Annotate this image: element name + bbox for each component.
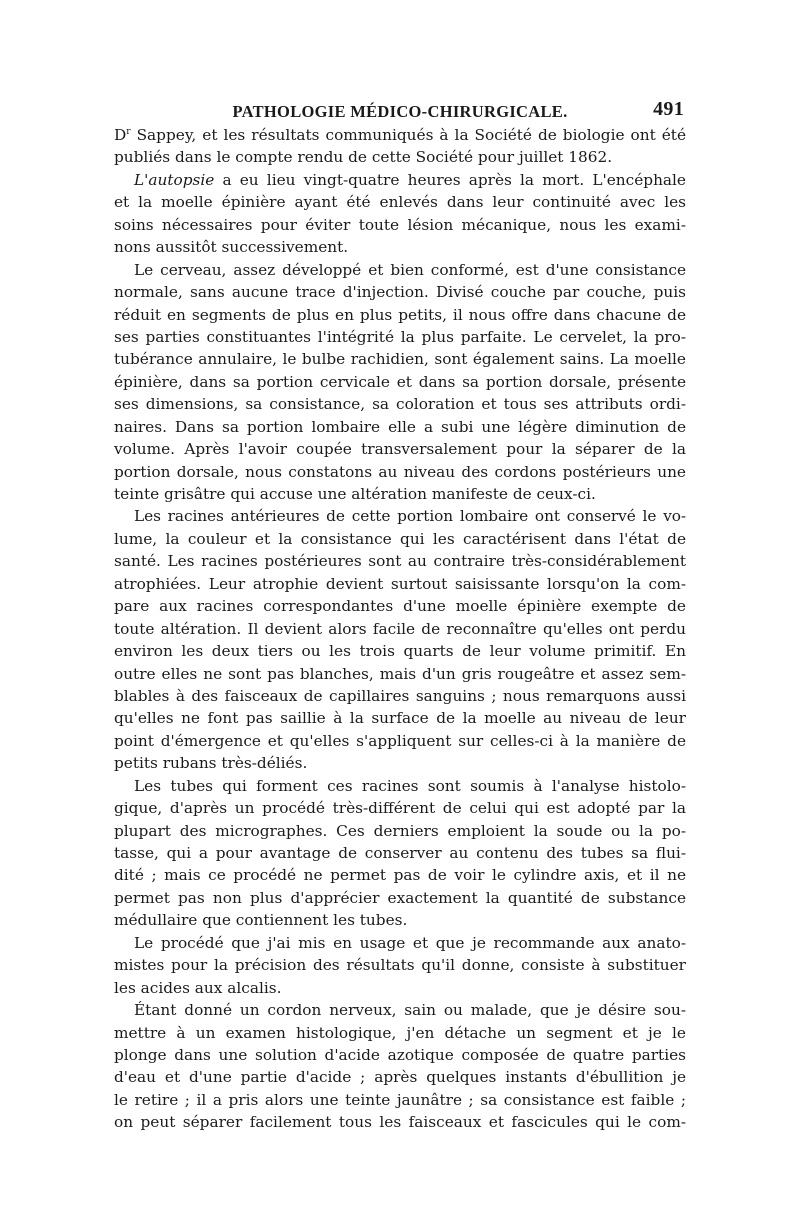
text-line: point d'émergence et qu'elles s'appliquent sur celles-ci à la manière de (114, 731, 686, 750)
text-line: d'eau et d'une partie d'acide ; après quelques instants d'ébullition je (114, 1068, 686, 1087)
text-line: portion dorsale, nous constatons au niveau des cordons postérieurs une (114, 462, 686, 481)
text-line: normale, sans aucune trace d'injection. Divisé couche par couche, puis (114, 283, 686, 302)
text-line: environ les deux tiers ou les trois quarts de leur volume primitif. En (114, 642, 686, 661)
text-line: outre elles ne sont pas blanches, mais d'un gris rougeâtre et assez sem- (114, 664, 686, 683)
text-line: ses dimensions, sa consistance, sa coloration et tous ses attributs ordi- (114, 395, 686, 414)
text-line: Le procédé que j'ai mis en usage et que je recommande aux anato- (134, 933, 686, 952)
text-line: plupart des micrographes. Ces derniers emploient la soude ou la po- (114, 821, 686, 840)
text-line: réduit en segments de plus en plus petits, il nous offre dans chacune de (114, 305, 686, 324)
running-head (114, 98, 686, 124)
body-text (114, 124, 686, 1134)
text-line: teinte grisâtre qui accuse une altération manifeste de ceux-ci. (114, 485, 596, 503)
text-line: Étant donné un cordon nerveux, sain ou malade, que je désire sou- (134, 1001, 686, 1020)
text-line: publiés dans le compte rendu de cette Société pour juillet 1862. (114, 148, 613, 167)
text-line: nons aussitôt successivement. (114, 238, 349, 257)
text-line: blables à des faisceaux de capillaires sanguins ; nous remarquons aussi (114, 686, 686, 705)
text-line: mettre à un examen histologique, j'en détache un segment et je le (114, 1023, 686, 1042)
text-line: santé. Les racines postérieures sont au contraire très-considérablement (114, 552, 686, 571)
running-title: PATHOLOGIE MÉDICO-CHIRURGICALE. (232, 102, 568, 121)
text-line: plonge dans une solution d'acide azotique composée de quatre parties (114, 1045, 686, 1064)
text-line: gique, d'après un procédé très-différent de celui qui est adopté par la (114, 799, 686, 818)
text-line: et la moelle épinière ayant été enlevés dans leur continuité avec les (114, 193, 686, 212)
text-line: les acides aux alcalis. (114, 978, 282, 997)
text-line: épinière, dans sa portion cervicale et dans sa portion dorsale, présente (114, 372, 686, 391)
text-line: Le cerveau, assez développé et bien conformé, est d'une consistance (134, 260, 686, 279)
text-line: Les tubes qui forment ces racines sont soumis à l'analyse histolo- (134, 776, 686, 795)
text-line: soins nécessaires pour éviter toute lésion mécanique, nous les exami- (114, 215, 686, 234)
text-line: permet pas non plus d'apprécier exactement la quantité de substance (114, 888, 686, 907)
text-line: ses parties constituantes l'intégrité la plus parfaite. Le cervelet, la pro- (114, 327, 686, 346)
text-line: volume. Après l'avoir coupée transversalement pour la séparer de la (114, 440, 686, 459)
text-line: $D^r$ Sappey, et les résultats communiqués à la Société de biologie ont été (114, 126, 686, 144)
text-line: Les racines antérieures de cette portion lombaire ont conservé le vo- (134, 507, 686, 526)
text-line: médullaire que contiennent les tubes. (114, 911, 408, 930)
text-line: dité ; mais ce procédé ne permet pas de voir le cylindre axis, et il ne (114, 866, 686, 885)
text-line: mistes pour la précision des résultats qu'il donne, consiste à substituer (114, 956, 686, 975)
text-line: toute altération. Il devient alors facile de reconnaître qu'elles ont perdu (114, 619, 686, 638)
page-number: 491 (653, 98, 684, 120)
text-line: tubérance annulaire, le bulbe rachidien, sont également sains. La moelle (114, 350, 686, 369)
text-line: naires. Dans sa portion lombaire elle a subi une légère diminution de (114, 417, 686, 436)
text-line: qu'elles ne font pas saillie à la surface de la moelle au niveau de leur (114, 709, 686, 728)
text-line: pare aux racines correspondantes d'une moelle épinière exempte de (114, 597, 686, 616)
text-line: le retire ; il a pris alors une teinte jaunâtre ; sa consistance est faible ; (114, 1090, 686, 1109)
book-page (114, 98, 686, 1134)
text-line: lume, la couleur et la consistance qui les caractérisent dans l'état de (114, 529, 686, 548)
text-line: atrophiées. Leur atrophie devient surtout saisissante lorsqu'on la com- (114, 574, 686, 593)
text-line: tasse, qui a pour avantage de conserver au contenu des tubes sa flui- (114, 844, 686, 862)
text-line: on peut séparer facilement tous les faisceaux et fascicules qui le com- (114, 1113, 686, 1132)
text-line: petits rubans très-déliés. (114, 754, 308, 773)
text-line: L'autopsie a eu lieu vingt-quatre heures après la mort. L'encéphale (134, 170, 686, 189)
